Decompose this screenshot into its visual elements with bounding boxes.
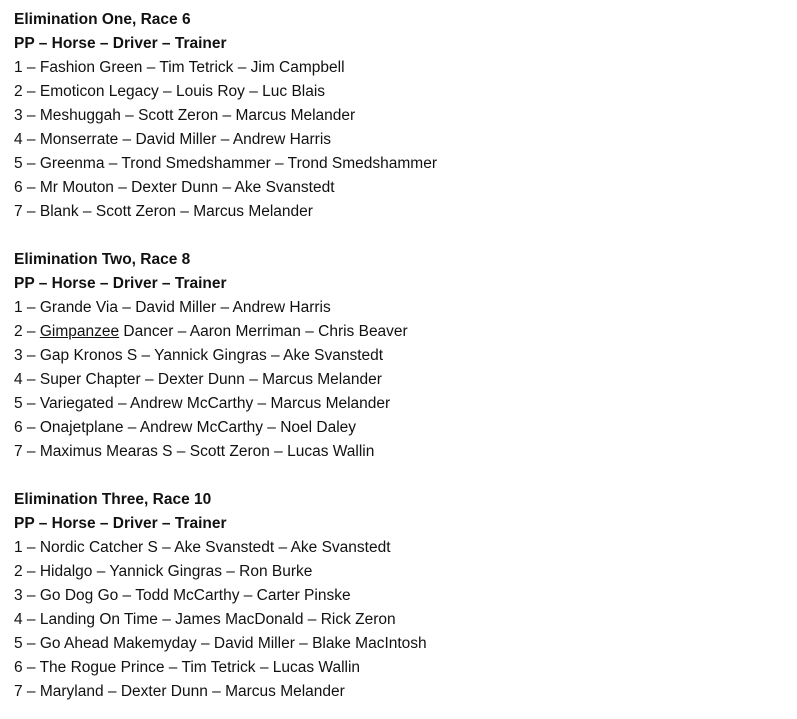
entry-line: 1 – Fashion Green – Tim Tetrick – Jim Campbell <box>14 59 345 76</box>
entry-line: 6 – The Rogue Prince – Tim Tetrick – Lucas Wallin <box>14 659 361 676</box>
elimination-two-section <box>14 248 797 464</box>
entry-line: 1 – Grande Via – David Miller – Andrew Harris <box>14 299 331 316</box>
elimination-one-section <box>14 8 797 224</box>
column-header: PP – Horse – Driver – Trainer <box>14 35 227 52</box>
section-title: Elimination Two, Race 8 <box>14 251 191 268</box>
entry-line: 5 – Go Ahead Makemyday – David Miller – Blake MacIntosh <box>14 635 427 652</box>
entry-line: 5 – Variegated – Andrew McCarthy – Marcus Melander <box>14 395 391 412</box>
section-title: Elimination One, Race 6 <box>14 11 191 28</box>
section-title: Elimination Three, Race 10 <box>14 491 212 508</box>
entry-line: 6 – Onajetplane – Andrew McCarthy – Noel Daley <box>14 419 357 436</box>
column-header: PP – Horse – Driver – Trainer <box>14 515 227 532</box>
entry-line: 1 – Nordic Catcher S – Ake Svanstedt – Ake Svanstedt <box>14 539 391 556</box>
entry-line: 6 – Mr Mouton – Dexter Dunn – Ake Svanstedt <box>14 179 335 196</box>
entry-line: 7 – Blank – Scott Zeron – Marcus Melander <box>14 203 313 220</box>
column-header: PP – Horse – Driver – Trainer <box>14 275 227 292</box>
entry-prefix: 2 – <box>14 323 40 340</box>
entry-line: 4 – Landing On Time – James MacDonald – Rick Zeron <box>14 611 396 628</box>
underlined-horse-word: Gimpanzee <box>39 323 120 340</box>
entry-line: 5 – Greenma – Trond Smedshammer – Trond Smedshammer <box>14 155 437 172</box>
entry-line: 7 – Maximus Mearas S – Scott Zeron – Lucas Wallin <box>14 443 375 460</box>
entry-line: 3 – Meshuggah – Scott Zeron – Marcus Melander <box>14 107 356 124</box>
entry-rest: Dancer – Aaron Merriman – Chris Beaver <box>119 323 408 340</box>
elimination-three-section <box>14 488 797 704</box>
entry-line: 4 – Monserrate – David Miller – Andrew Harris <box>14 131 332 148</box>
entry-line <box>14 320 797 344</box>
entry-line: 3 – Go Dog Go – Todd McCarthy – Carter Pinske <box>14 587 351 604</box>
entry-line: 4 – Super Chapter – Dexter Dunn – Marcus Melander <box>14 371 382 388</box>
entry-line: 2 – Hidalgo – Yannick Gingras – Ron Burke <box>14 563 313 580</box>
entry-line: 3 – Gap Kronos S – Yannick Gingras – Ake Svanstedt <box>14 347 384 364</box>
entry-line: 7 – Maryland – Dexter Dunn – Marcus Melander <box>14 683 345 700</box>
entry-line: 2 – Emoticon Legacy – Louis Roy – Luc Blais <box>14 83 326 100</box>
